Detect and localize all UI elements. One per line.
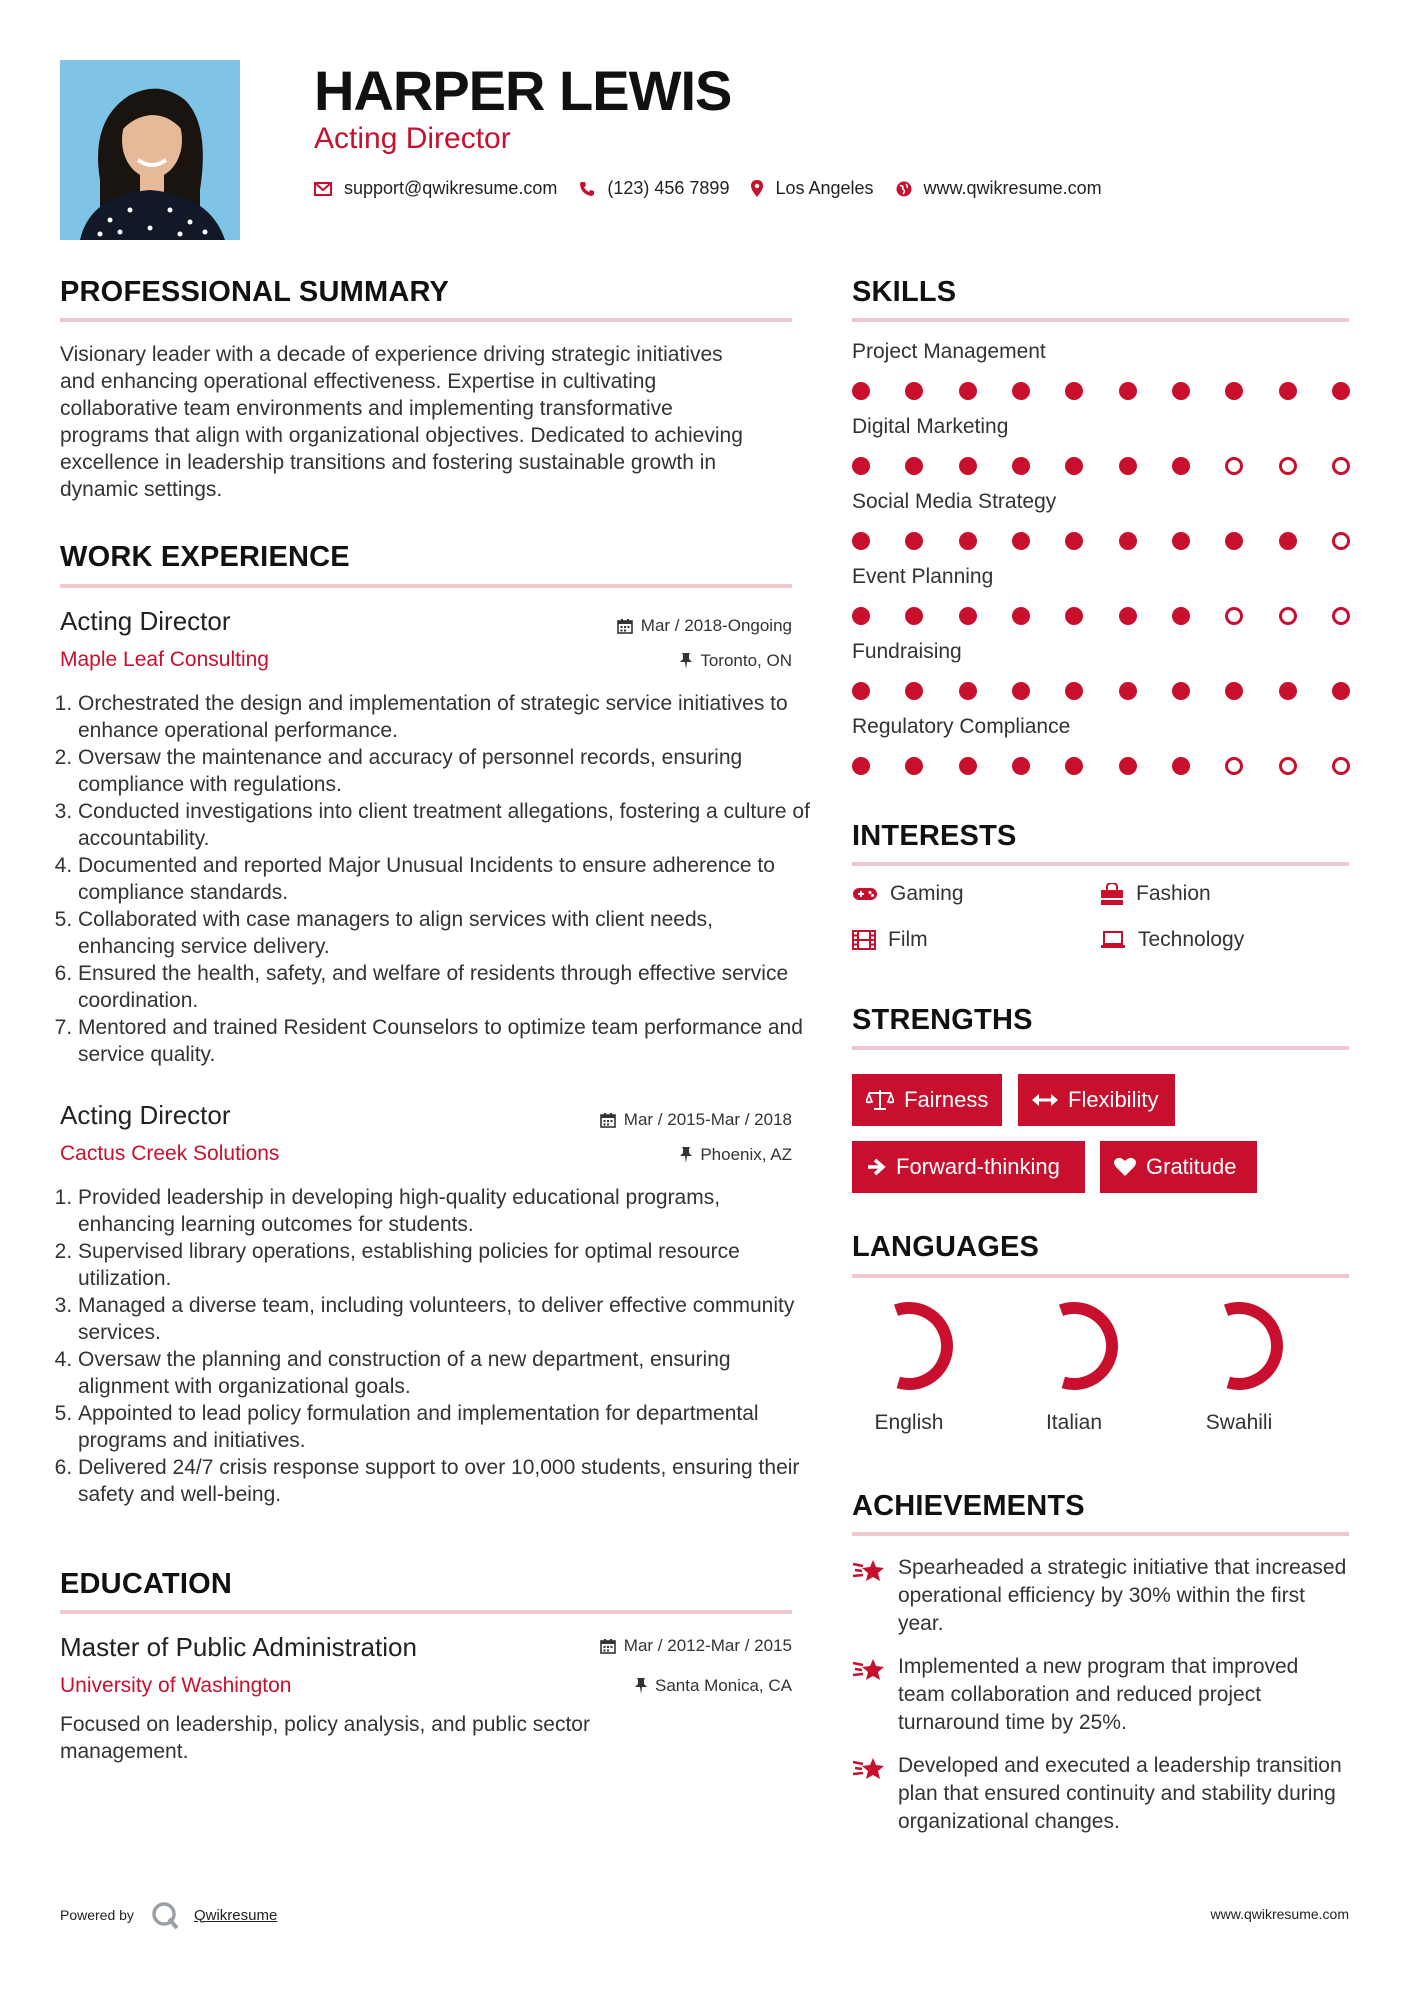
rating-dot-filled: [905, 532, 923, 550]
rating-dot-empty: [1279, 757, 1297, 775]
phone-text: (123) 456 7899: [607, 178, 730, 198]
contact-website[interactable]: [896, 178, 1102, 199]
interest-label: Gaming: [890, 882, 964, 905]
achievement-item: [852, 1752, 1352, 1836]
job-2-company: Cactus Creek Solutions: [60, 1142, 280, 1165]
shopping-bag-icon: [1100, 883, 1124, 905]
job-2-bullets: [60, 1184, 813, 1508]
rating-dot-filled: [852, 682, 870, 700]
rating-dot-filled: [1065, 532, 1083, 550]
rating-dot-filled: [1065, 607, 1083, 625]
rating-dot-filled: [1225, 532, 1243, 550]
strength-forward-thinking: [852, 1141, 1085, 1193]
languages-divider: [852, 1274, 1349, 1278]
rating-dot-filled: [959, 457, 977, 475]
pushpin-icon: [680, 1147, 692, 1163]
strength-label: Forward-thinking: [896, 1154, 1060, 1179]
rating-dot-filled: [1119, 382, 1137, 400]
job-2-role: Acting Director: [60, 1100, 231, 1130]
rating-dot-filled: [1012, 382, 1030, 400]
education-description: Focused on leadership, policy analysis, and public sector management.: [60, 1713, 590, 1763]
rating-dot-filled: [1172, 532, 1190, 550]
rating-dot-filled: [1332, 682, 1350, 700]
skills-divider: [852, 318, 1349, 322]
achievement-text: Implemented a new program that improved team collaboration and reduced project turnaround time by 25%.: [898, 1655, 1299, 1734]
profile-photo: [60, 60, 240, 240]
rating-dot-filled: [1172, 607, 1190, 625]
skill-name: Digital Marketing: [852, 415, 1009, 438]
rating-dot-filled: [1119, 757, 1137, 775]
candidate-title: Acting Director: [314, 122, 511, 155]
interest-label: Fashion: [1136, 882, 1211, 905]
rating-dot-filled: [1225, 382, 1243, 400]
footer-website[interactable]: www.qwikresume.com: [1210, 1906, 1349, 1922]
interest-fashion: [1100, 882, 1211, 906]
language-label: English: [874, 1411, 944, 1434]
rating-dot-filled: [905, 607, 923, 625]
rating-dot-filled: [1012, 682, 1030, 700]
envelope-icon: [314, 182, 332, 196]
film-icon: [852, 930, 876, 950]
achievement-text: Spearheaded a strategic initiative that increased operational efficiency by 30% within the first year.: [898, 1556, 1347, 1635]
arrow-right-icon: [866, 1157, 886, 1177]
list-item: 4. Documented and reported Major Unusual Incidents to ensure adherence to compliance standards.: [78, 852, 813, 906]
rating-dot-filled: [852, 607, 870, 625]
pushpin-icon: [635, 1678, 647, 1694]
rating-dot-filled: [852, 532, 870, 550]
job-1-company: Maple Leaf Consulting: [60, 648, 269, 671]
skill-rating: [852, 532, 1350, 550]
interest-gaming: [852, 882, 964, 906]
rating-dot-empty: [1279, 607, 1297, 625]
education-location: [635, 1676, 792, 1696]
rating-dot-filled: [1225, 682, 1243, 700]
pushpin-icon: [680, 653, 692, 669]
interest-film: [852, 928, 928, 952]
shooting-star-icon: [852, 1558, 886, 1584]
email-text: support@qwikresume.com: [344, 178, 558, 198]
rating-dot-empty: [1332, 457, 1350, 475]
rating-dot-filled: [959, 532, 977, 550]
calendar-icon: [600, 1112, 616, 1128]
strengths-heading: STRENGTHS: [852, 1004, 1033, 1036]
interest-label: Technology: [1138, 928, 1245, 951]
achievement-item: [852, 1554, 1352, 1638]
interest-technology: [1100, 928, 1244, 952]
language-ring: [1189, 1296, 1289, 1396]
calendar-icon: [600, 1638, 616, 1654]
rating-dot-filled: [905, 382, 923, 400]
strength-fairness: [852, 1074, 1002, 1126]
skill-item: [852, 565, 1352, 625]
skill-rating: [852, 682, 1350, 700]
rating-dot-empty: [1332, 532, 1350, 550]
skill-name: Regulatory Compliance: [852, 715, 1071, 738]
list-item: 2. Supervised library operations, establishing policies for optimal resource utilization.: [78, 1238, 813, 1292]
rating-dot-filled: [1172, 457, 1190, 475]
rating-dot-filled: [852, 382, 870, 400]
list-item: 3. Conducted investigations into client treatment allegations, fostering a culture of accountability.: [78, 798, 813, 852]
language-item: [1164, 1296, 1314, 1435]
language-label: Italian: [1045, 1411, 1103, 1434]
list-item: 7. Mentored and trained Resident Counselors to optimize team performance and service quality.: [78, 1014, 813, 1068]
rating-dot-empty: [1225, 457, 1243, 475]
skill-name: Social Media Strategy: [852, 490, 1057, 513]
education-heading: EDUCATION: [60, 1568, 233, 1600]
list-item: 5. Collaborated with case managers to align services with client needs, enhancing service delivery.: [78, 906, 813, 960]
job-2-location: [680, 1145, 792, 1165]
job-1-dates: [617, 616, 792, 636]
rating-dot-filled: [959, 682, 977, 700]
achievements-heading: ACHIEVEMENTS: [852, 1490, 1085, 1522]
contact-phone[interactable]: [579, 178, 729, 199]
rating-dot-filled: [959, 757, 977, 775]
skill-rating: [852, 607, 1350, 625]
list-item: 3. Managed a diverse team, including volunteers, to deliver effective community services.: [78, 1292, 813, 1346]
globe-icon: [896, 181, 912, 197]
languages-heading: LANGUAGES: [852, 1231, 1040, 1263]
rating-dot-filled: [1119, 532, 1137, 550]
list-item: 6. Ensured the health, safety, and welfare of residents through effective service coordination.: [78, 960, 813, 1014]
skill-name: Project Management: [852, 340, 1046, 363]
rating-dot-filled: [905, 457, 923, 475]
rating-dot-filled: [1012, 757, 1030, 775]
list-item: 6. Delivered 24/7 crisis response support to over 10,000 students, ensuring their safety and well-being.: [78, 1454, 813, 1508]
shooting-star-icon: [852, 1657, 886, 1683]
education-dates-text: Mar / 2012-Mar / 2015: [623, 1636, 792, 1655]
website-text: www.qwikresume.com: [923, 178, 1102, 198]
job-2-location-text: Phoenix, AZ: [700, 1145, 792, 1164]
rating-dot-empty: [1279, 457, 1297, 475]
strength-flexibility: [1018, 1074, 1175, 1126]
language-label: Swahili: [1205, 1411, 1273, 1434]
rating-dot-filled: [852, 457, 870, 475]
job-1-bullets: [60, 690, 813, 1068]
job-1-role: Acting Director: [60, 606, 231, 636]
education-school: University of Washington: [60, 1674, 292, 1697]
language-item: [999, 1296, 1149, 1435]
language-item: [834, 1296, 984, 1435]
rating-dot-filled: [1012, 607, 1030, 625]
rating-dot-filled: [1332, 382, 1350, 400]
skill-rating: [852, 757, 1350, 775]
interest-label: Film: [888, 928, 928, 951]
achievement-text: Developed and executed a leadership transition plan that ensured continuity and stability during organizational changes.: [898, 1754, 1342, 1833]
language-ring: [859, 1296, 959, 1396]
arrows-horizontal-icon: [1032, 1093, 1058, 1107]
education-divider: [60, 1610, 792, 1614]
rating-dot-filled: [1119, 457, 1137, 475]
rating-dot-filled: [1172, 757, 1190, 775]
experience-heading: WORK EXPERIENCE: [60, 541, 350, 573]
rating-dot-filled: [1119, 607, 1137, 625]
contact-email[interactable]: [314, 178, 557, 199]
rating-dot-filled: [959, 382, 977, 400]
rating-dot-empty: [1225, 607, 1243, 625]
interests-divider: [852, 862, 1349, 866]
rating-dot-filled: [1119, 682, 1137, 700]
rating-dot-empty: [1225, 757, 1243, 775]
education-degree: Master of Public Administration: [60, 1632, 417, 1662]
powered-by-text: Powered by: [60, 1907, 134, 1923]
footer-powered-by: [60, 1900, 277, 1930]
rating-dot-filled: [1279, 682, 1297, 700]
skills-heading: SKILLS: [852, 276, 957, 308]
qwikresume-logo-icon: [150, 1900, 180, 1930]
skill-item: [852, 340, 1352, 400]
strengths-divider: [852, 1046, 1349, 1050]
map-marker-icon: [751, 180, 763, 197]
education-dates: [600, 1636, 792, 1656]
list-item: 5. Appointed to lead policy formulation and implementation for departmental programs and initiatives.: [78, 1400, 813, 1454]
list-item: 1. Provided leadership in developing high-quality educational programs, enhancing learning outcomes for students.: [78, 1184, 813, 1238]
rating-dot-filled: [1012, 457, 1030, 475]
calendar-icon: [617, 618, 633, 634]
job-2-dates: [600, 1110, 792, 1130]
rating-dot-filled: [1065, 682, 1083, 700]
interests-heading: INTERESTS: [852, 820, 1017, 852]
skill-rating: [852, 457, 1350, 475]
rating-dot-filled: [1065, 457, 1083, 475]
skill-name: Fundraising: [852, 640, 962, 663]
gamepad-icon: [852, 886, 878, 902]
strength-label: Flexibility: [1068, 1087, 1159, 1112]
achievements-divider: [852, 1532, 1349, 1536]
skill-item: [852, 715, 1352, 775]
rating-dot-filled: [1279, 532, 1297, 550]
rating-dot-empty: [1332, 607, 1350, 625]
achievement-item: [852, 1653, 1352, 1737]
rating-dot-filled: [1012, 532, 1030, 550]
skill-item: [852, 490, 1352, 550]
rating-dot-filled: [1172, 682, 1190, 700]
balance-scale-icon: [866, 1089, 894, 1111]
list-item: 4. Oversaw the planning and construction of a new department, ensuring alignment with organizational goals.: [78, 1346, 813, 1400]
candidate-name: HARPER LEWIS: [314, 59, 732, 122]
rating-dot-filled: [1279, 382, 1297, 400]
strength-label: Gratitude: [1146, 1154, 1237, 1179]
summary-divider: [60, 318, 792, 322]
list-item: 1. Orchestrated the design and implementation of strategic service initiatives to enhance operational performance.: [78, 690, 813, 744]
language-ring: [1024, 1296, 1124, 1396]
rating-dot-filled: [959, 607, 977, 625]
rating-dot-filled: [852, 757, 870, 775]
experience-divider: [60, 584, 792, 588]
job-1-dates-text: Mar / 2018-Ongoing: [640, 616, 792, 635]
job-1-location-text: Toronto, ON: [700, 651, 792, 670]
strength-label: Fairness: [904, 1087, 989, 1112]
location-text: Los Angeles: [775, 178, 874, 198]
rating-dot-filled: [905, 757, 923, 775]
rating-dot-filled: [1065, 382, 1083, 400]
skill-item: [852, 640, 1352, 700]
rating-dot-filled: [905, 682, 923, 700]
job-2-dates-text: Mar / 2015-Mar / 2018: [623, 1110, 792, 1129]
brand-link[interactable]: Qwikresume: [193, 1906, 278, 1924]
summary-text: Visionary leader with a decade of experience driving strategic initiatives and enhancing operational effectiveness. Expertise in cultivating collaborative team environments and implementing transformative programs that align with organizational objectives. Dedicated to achieving excellence in leadership transitions and fostering sustainable growth in dynamic settings.: [60, 343, 743, 501]
contact-location: [751, 178, 873, 199]
laptop-icon: [1100, 931, 1126, 949]
education-location-text: Santa Monica, CA: [654, 1676, 792, 1695]
rating-dot-empty: [1332, 757, 1350, 775]
summary-heading: PROFESSIONAL SUMMARY: [60, 276, 450, 308]
shooting-star-icon: [852, 1756, 886, 1782]
list-item: 2. Oversaw the maintenance and accuracy of personnel records, ensuring compliance with regulations.: [78, 744, 813, 798]
job-1-location: [680, 651, 792, 671]
contact-bar: [314, 178, 1124, 199]
skill-item: [852, 415, 1352, 475]
phone-icon: [579, 181, 595, 197]
heart-icon: [1114, 1157, 1136, 1177]
rating-dot-filled: [1172, 382, 1190, 400]
rating-dot-filled: [1065, 757, 1083, 775]
skill-rating: [852, 382, 1350, 400]
strength-gratitude: [1100, 1141, 1257, 1193]
skill-name: Event Planning: [852, 565, 994, 588]
